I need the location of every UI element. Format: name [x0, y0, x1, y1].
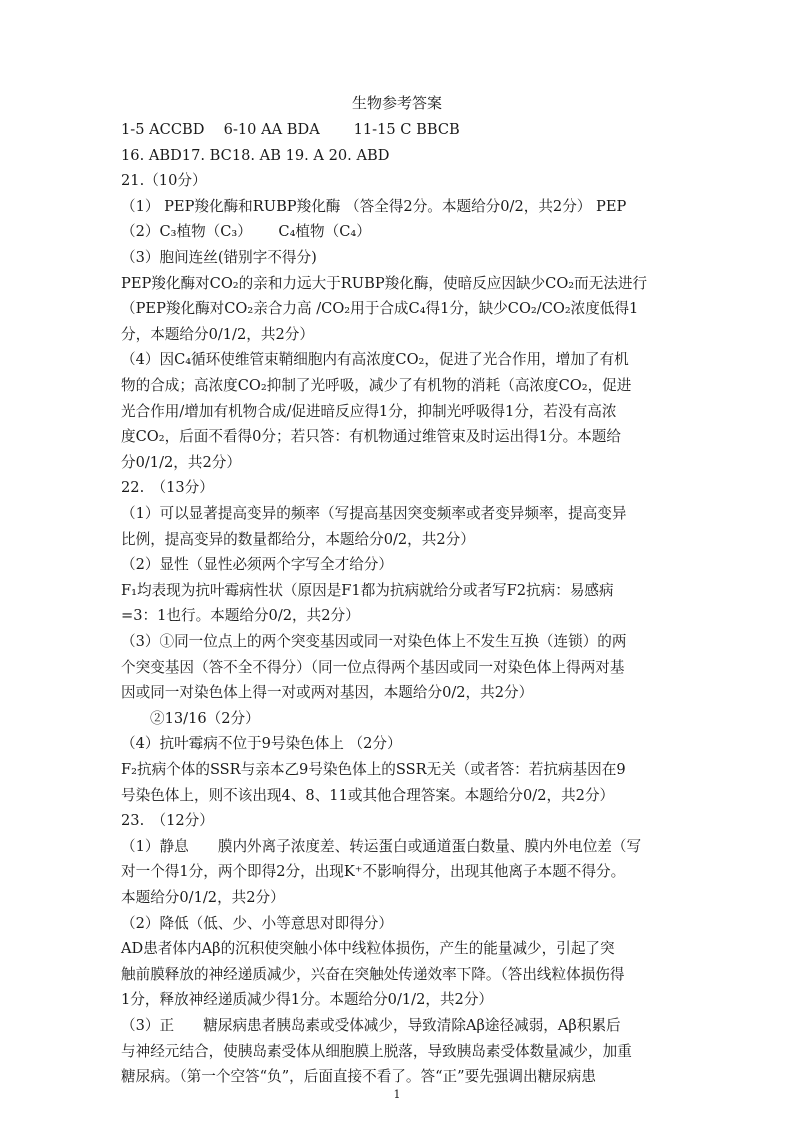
text-line: ②13/16（2分） [150, 709, 260, 727]
text-line: 23. （12分） [121, 812, 214, 830]
text-line: 比例，提高变异的数量都给分，本题给分0/2，共2分） [121, 530, 475, 548]
text-line: 1分，释放神经递质减少得1分。本题给分0/1/2，共2分） [121, 991, 494, 1009]
text-line: 号染色体上，则不该出现4、8、11或其他合理答案。本题给分0/2，共2分） [121, 786, 615, 804]
text-line: 对一个得1分，两个即得2分，出现K⁺不影响得分，出现其他离子本题不得分。 [121, 863, 626, 881]
text-line: F₂抗病个体的SSR与亲本乙9号染色体上的SSR无关（或者答：若抗病基因在9 [121, 761, 626, 778]
text-line: 分，本题给分0/1/2，共2分） [121, 325, 314, 343]
text-line: （PEP羧化酶对CO₂亲合力高 /CO₂用于合成C₄得1分，缺少CO₂/CO₂浓度低得1 [121, 300, 639, 318]
text-line: 分0/1/2，共2分） [121, 453, 241, 471]
text-line: 物的合成；高浓度CO₂抑制了光呼吸，减少了有机物的消耗（高浓度CO₂，促进 [121, 377, 632, 394]
text-line: （3）①同一位点上的两个突变基因或同一对染色体上不发生互换（连锁）的两 [121, 633, 627, 650]
text-line: PEP羧化酶对CO₂的亲和力远大于RUBP羧化酶，使暗反应因缺少CO₂而无法进行 [121, 274, 648, 292]
text-line: （3）正 糖尿病患者胰岛素或受体减少，导致清除Aβ途径减弱，Aβ积累后 [121, 1017, 621, 1034]
text-line: （2）C₃植物（C₃） C₄植物（C₄） [121, 223, 371, 241]
text-line: （4）抗叶霉病不位于9号染色体上 （2分） [121, 735, 402, 753]
text-line: （4）因C₄循环使维管束鞘细胞内有高浓度CO₂，促进了光合作用，增加了有机 [121, 351, 629, 369]
text-line: 16. ABD17. BC18. AB 19. A 20. ABD [121, 146, 390, 164]
text-line: （1） PEP羧化酶和RUBP羧化酶 （答全得2分。本题给分0/2，共2分） PEP [121, 197, 627, 215]
text-line: 21.（10分） [121, 172, 207, 190]
text-line: 光合作用/增加有机物合成/促进暗反应得1分，抑制光呼吸得1分，若没有高浓 [121, 402, 617, 420]
text-line: （1）静息 膜内外离子浓度差、转运蛋白或通道蛋白数量、膜内外电位差（写 [121, 837, 642, 855]
text-line: 个突变基因（答不全不得分）（同一位点得两个基因或同一对染色体上得两对基 [121, 658, 625, 676]
text-line: （2）降低（低、少、小等意思对即得分） [121, 914, 393, 932]
text-line: 与神经元结合，使胰岛素受体从细胞膜上脱落，导致胰岛素受体数量减少，加重 [121, 1042, 632, 1060]
text-line: 因或同一对染色体上得一对或两对基因，本题给分0/2，共2分） [121, 684, 534, 702]
text-line: 触前膜释放的神经递质减少，兴奋在突触处传递效率下降。（答出线粒体损伤得 [121, 965, 625, 983]
text-line: F₁均表现为抗叶霉病性状（原因是F1都为抗病就给分或者写F2抗病：易感病 [121, 581, 614, 599]
text-line: 度CO₂，后面不看得0分；若只答：有机物通过维管束及时运出得1分。本题给 [121, 428, 621, 446]
text-line: 本题给分0/1/2，共2分） [121, 889, 285, 906]
text-line: （1）可以显著提高变异的频率（写提高基因突变频率或者变异频率，提高变异 [121, 505, 627, 522]
text-line: AD患者体内Aβ的沉积使突触小体中线粒体损伤，产生的能量减少，引起了突 [121, 940, 615, 958]
text-line: =3：1也行。本题给分0/2，共2分） [121, 607, 360, 625]
text-line: 1-5 ACCBD 6-10 AA BDA 11-15 C BBCB [121, 121, 460, 138]
document-title: 生物参考答案 [351, 94, 442, 112]
text-line: 糖尿病。（第一个空答“负”，后面直接不看了。答“正”要先强调出糖尿病患 [121, 1068, 596, 1086]
text-line: （2）显性（显性必须两个字写全才给分） [121, 556, 393, 574]
page-number: 1 [393, 1088, 401, 1101]
text-line: 22. （13分） [121, 479, 214, 497]
text-line: （3）胞间连丝(错别字不得分) [121, 249, 317, 266]
